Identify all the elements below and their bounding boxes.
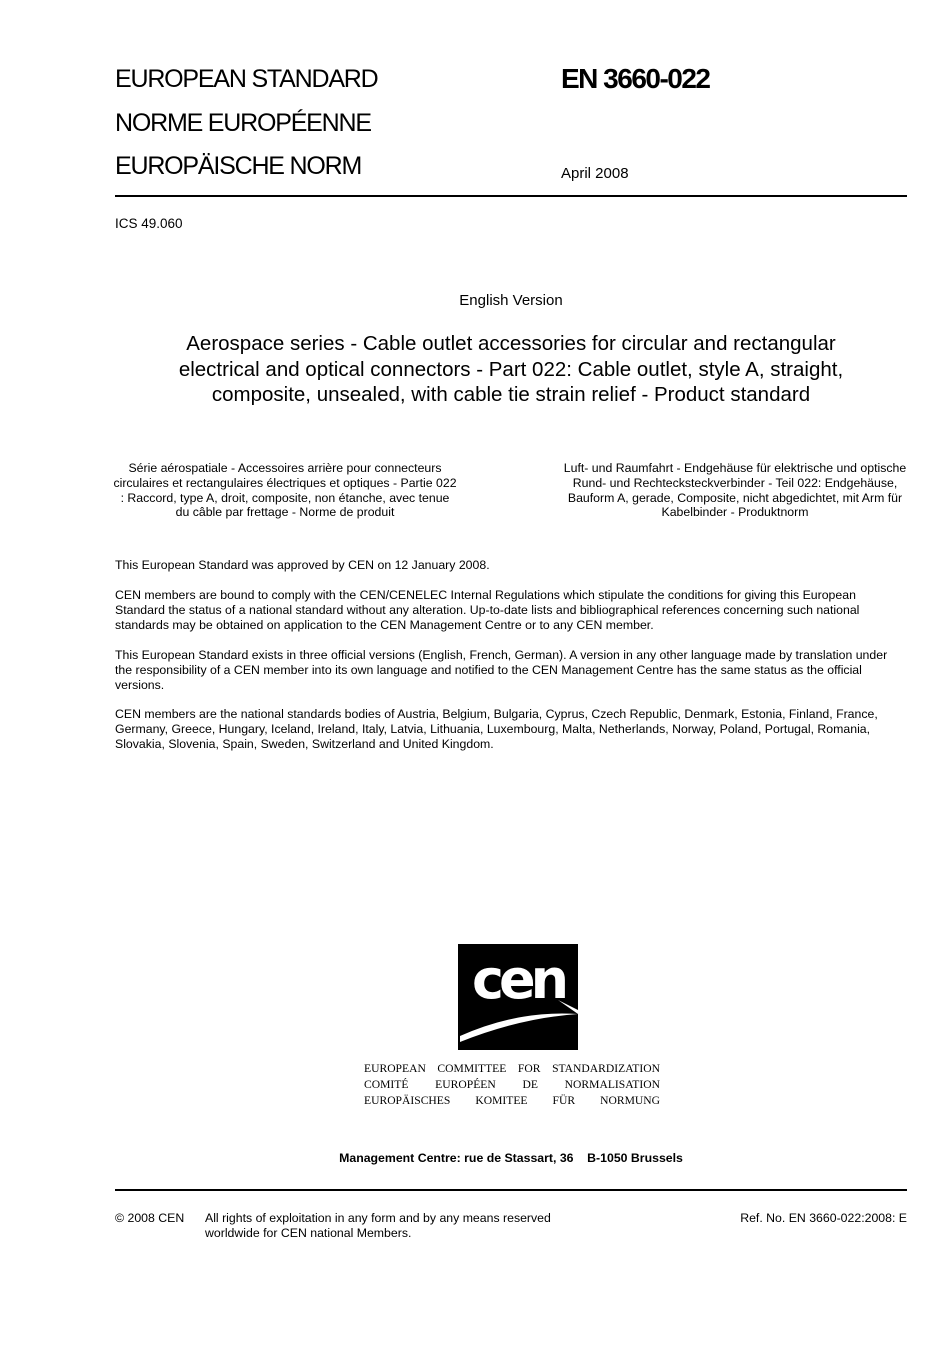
language-version: English Version [459,292,563,309]
compliance-paragraph: CEN members are bound to comply with the CEN/CENELEC Internal Regulations which stipulate the conditions for giving this European Standard the status of a national standard without any alteration. Up-to-date lists and bibliographical references concerning such national standards may be obtained on application to the CEN Management Centre or to any CEN member. [115,588,860,632]
approval-paragraph: This European Standard was approved by CEN on 12 January 2008. [115,558,490,572]
ics-code: ICS 49.060 [115,216,183,231]
organization-name-french: COMITÉ EUROPÉEN DE NORMALISATION [364,1078,660,1091]
copyright-notice: © 2008 CEN [115,1211,185,1225]
publication-date: April 2008 [561,165,629,182]
management-centre-address: Management Centre: rue de Stassart, 36 B-1050 Brussels [339,1151,683,1165]
footer-divider [115,1189,907,1191]
rights-notice: All rights of exploitation in any form and by any means reserved worldwide for CEN national Members. [205,1211,551,1240]
reference-number: Ref. No. EN 3660-022:2008: E [740,1211,907,1225]
document-title-french: Série aérospatiale - Accessoires arrière pour connecteurs circulaires et rectangulaires électriques et optiques - Partie 022 : Raccord, type A, droit, composite, non étanche, avec tenue du câble par frettage - Norme de produit [113,461,457,520]
document-title: Aerospace series - Cable outlet accessories for circular and rectangular electrical and optical connectors - Part 022: Cable outlet, style A, straight, composite, unsealed, with cable tie strain relief - Product standard [178,332,844,406]
cen-logo-text: cen [471,948,565,1011]
official-versions-paragraph: This European Standard exists in three official versions (English, French, German). A version in any other language made by translation under the responsibility of a CEN member into its own language and notified to the CEN Management Centre has the same status as the official versions. [115,648,888,692]
cen-logo-icon [458,944,578,1050]
header-divider [115,195,907,197]
organization-name-english: EUROPEAN COMMITTEE FOR STANDARDIZATION [364,1062,660,1075]
document-title-german: Luft- und Raumfahrt - Endgehäuse für elektrische und optische Rund- und Rechtecksteckverbinder - Teil 022: Endgehäuse, Bauform A, gerade, Composite, nicht abgedichtet, mit Arm für Kabelbinder - Produktnorm [563,461,907,520]
organization-name-german: EUROPÄISCHES KOMITEE FÜR NORMUNG [364,1094,660,1107]
standard-type-german: EUROPÄISCHE NORM [115,152,362,180]
standard-number: EN 3660-022 [561,63,710,94]
members-paragraph: CEN members are the national standards bodies of Austria, Belgium, Bulgaria, Cyprus, Czech Republic, Denmark, Estonia, Finland, France, Germany, Greece, Hungary, Iceland, Ireland, Italy, Latvia, Lithuania, Luxembourg, Malta, Netherlands, Norway, Poland, Portugal, Romania, Slovakia, Slovenia, Spain, Sweden, Switzerland and United Kingdom. [115,707,878,751]
standard-type-english: EUROPEAN STANDARD [115,65,378,93]
standard-type-french: NORME EUROPÉENNE [115,109,371,137]
